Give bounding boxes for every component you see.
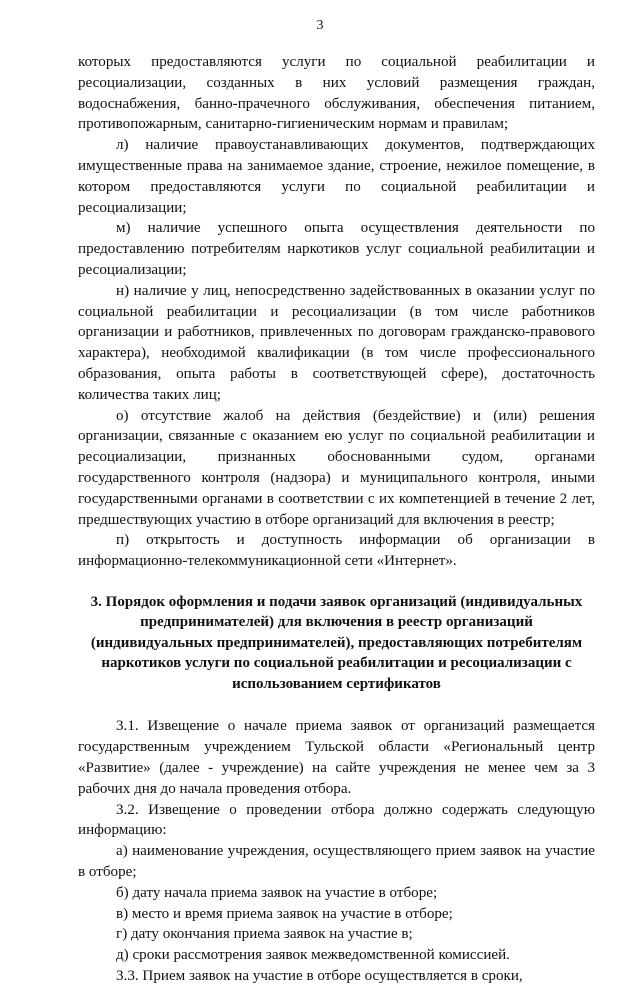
paragraph-item-p: п) открытость и доступность информации об организации в информационно-телекоммуникационной сети «Интернет». xyxy=(78,532,595,570)
list-item-g: г) дату окончания приема заявок на участие в; xyxy=(116,926,413,943)
paragraph-item-l: л) наличие правоустанавливающих документов, подтверждающих имущественные права на занимаемое здание, строение, нежилое помещение, в котором предоставляются услуги по социальной реабилитации и ресоциализации; xyxy=(78,137,595,216)
paragraph-continuation-k: которых предоставляются услуги по социальной реабилитации и ресоциализации, созданных в них условий размещения граждан, водоснабжения, банно-прачечного обслуживания, обеспечения питанием, противопожарным, санитарно-гигиеническим нормам и правилам; xyxy=(78,54,595,133)
list-item-v: в) место и время приема заявок на участие в отборе; xyxy=(116,905,453,922)
list-item-a: а) наименование учреждения, осуществляющего прием заявок на участие в отборе; xyxy=(78,843,595,880)
page-number: 3 xyxy=(316,18,324,33)
paragraph-3-3: 3.3. Прием заявок на участие в отборе осуществляется в сроки, xyxy=(116,967,523,984)
list-item-b: б) дату начала приема заявок на участие в отборе; xyxy=(116,884,438,901)
paragraph-item-m: м) наличие успешного опыта осуществления деятельности по предоставлению потребителям наркотиков услуг социальной реабилитации и ресоциализации; xyxy=(78,220,595,278)
paragraph-3-2: 3.2. Извещение о проведении отбора должно содержать следующую информацию: xyxy=(78,801,595,839)
paragraph-item-o: о) отсутствие жалоб на действия (бездействие) и (или) решения организации, связанные с оказанием ею услуг по социальной реабилитации и ресоциализации, признанных обоснованными судом, органами государственного контроля (надзора) и муниципального контроля, иными государственными органами в соответствии с их компетенцией в течение 2 лет, предшествующих участию в отборе организаций для включения в реестр; xyxy=(78,407,595,528)
paragraph-item-n: н) наличие у лиц, непосредственно задействованных в оказании услуг по социальной реабилитации и ресоциализации (в том числе работников организации и работников, привлеченных по договорам гражданско-правового характера), необходимой квалификации (в том числе профессионального образования, опыта работы в соответствующей сфере), достаточность количества таких лиц; xyxy=(78,282,595,403)
list-item-d: д) сроки рассмотрения заявок межведомственной комиссией. xyxy=(116,947,510,964)
document-body xyxy=(78,52,595,987)
paragraph-3-1: 3.1. Извещение о начале приема заявок от организаций размещается государственным учреждением Тульской области «Региональный центр «Развитие» (далее - учреждение) на сайте учреждения не менее чем за 3 рабочих дня до начала проведения отбора. xyxy=(78,718,595,797)
section-heading: 3. Порядок оформления и подачи заявок организаций (индивидуальных предпринимателей) для включения в реестр организаций (индивидуальных предпринимателей), предоставляющих потребителям наркотиков услуги по социальной реабилитации и ресоциализации с использованием сертификатов xyxy=(90,593,583,692)
